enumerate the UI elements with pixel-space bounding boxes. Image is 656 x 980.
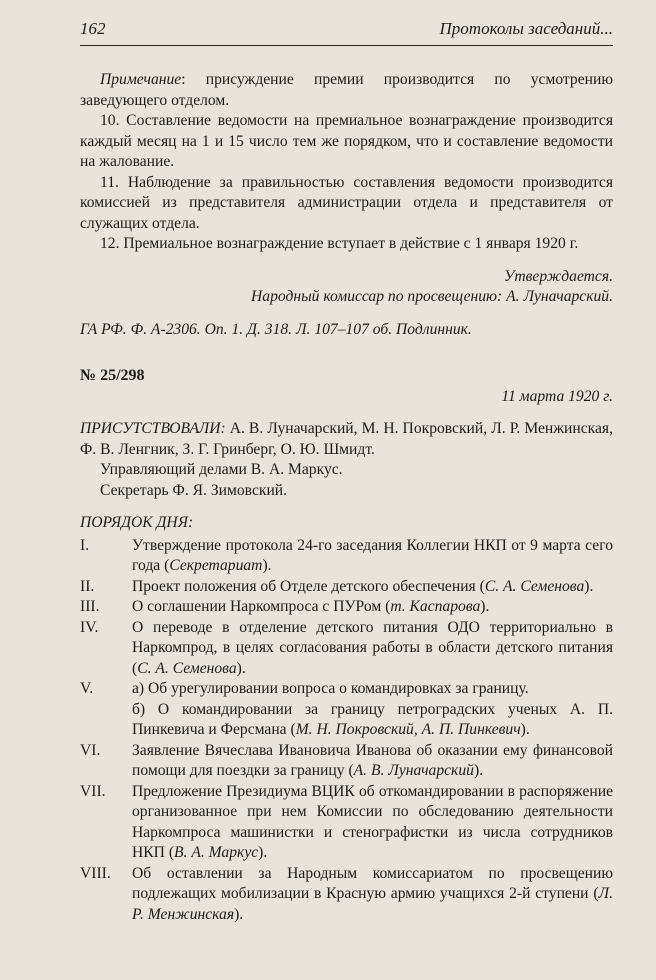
agenda-item-number: VII.: [80, 782, 106, 800]
secretary-line: Секретарь Ф. Я. Зимовский.: [100, 481, 288, 499]
manager-line: Управляющий делами В. А. Маркус.: [100, 461, 343, 478]
note-text: : присуждение премии производится по усмотрению заведующего отделом.: [80, 71, 613, 109]
item-10: 10. Составление ведомости на премиальное вознаграждение производится каждый месяц на 1 и 15 число тем же порядком, что и составление ведомости на жалование.: [80, 112, 613, 170]
item-12: 12. Премиальное вознаграждение вступает в действие с 1 января 1920 г.: [100, 235, 579, 252]
present-list: А. В. Луначарский, М. Н. Покровский, Л. Р. Менжинская, Ф. В. Ленгник, З. Г. Гринберг, О. Ю. Шмидт.: [80, 420, 613, 458]
agenda-item-number: V.: [80, 680, 94, 697]
agenda-item: [80, 741, 613, 782]
agenda-item: [80, 864, 613, 926]
agenda-item-number: III.: [80, 598, 100, 615]
agenda-item: [80, 536, 613, 577]
agenda-item-number: VIII.: [80, 864, 111, 882]
page-number: 162: [80, 19, 106, 38]
protocol-number: № 25/298: [80, 367, 145, 384]
agenda-list: [80, 536, 613, 926]
agenda-item-text: О соглашении Наркомпроса с ПУРом (т. Каспарова).: [132, 598, 490, 615]
present-paragraph: [80, 419, 613, 460]
present-label: ПРИСУТСТВОВАЛИ:: [80, 420, 226, 437]
agenda-item: [80, 577, 613, 598]
agenda-item-number: IV.: [80, 618, 99, 636]
agenda-item-text: Предложение Президиума ВЦИК об откомандировании в распоряжение организованное при нем Комиссии по обследованию деятельности Наркомпроса машинистки и стенографистки из числа сотрудников НКП (В. А. Маркус).: [132, 782, 613, 861]
protocol-date: 11 марта 1920 г.: [501, 387, 613, 405]
agenda-item-number: VI.: [80, 741, 101, 759]
agenda-item-number: I.: [80, 536, 90, 554]
agenda-item: [80, 597, 613, 618]
agenda-item-text: Заявление Вячеслава Ивановича Иванова об оказании ему финансовой помощи для поездки за границу (А. В. Луначарский).: [132, 741, 613, 779]
page-content: [80, 70, 613, 925]
agenda-item: [80, 679, 613, 741]
agenda-item-number: II.: [80, 577, 95, 595]
agenda-item: [80, 618, 613, 680]
agenda-item-text: а) Об урегулировании вопроса о командировках за границу. б) О командировании за границу петроградских ученых А. П. Пинкевича и Ферсмана (М. Н. Покровский, А. П. Пинкевич).: [132, 680, 613, 738]
note-label: Примечание: [100, 71, 182, 88]
agenda-label: ПОРЯДОК ДНЯ:: [80, 514, 194, 531]
agenda-item-text: Об оставлении за Народным комиссариатом по просвещению подлежащих мобилизации в Красную армию учащихся 2-й ступени (Л. Р. Менжинская).: [132, 864, 613, 923]
signature-line: Народный комиссар по просвещению: А. Луначарский.: [251, 288, 613, 305]
agenda-item: [80, 782, 613, 864]
agenda-item-text: Утверждение протокола 24-го заседания Коллегии НКП от 9 марта сего года (Секретариат).: [132, 536, 613, 574]
page-header: [80, 19, 613, 46]
item-11: 11. Наблюдение за правильностью составления ведомости производится комиссией из представителя администрации отдела и представителя от служащих отдела.: [80, 173, 613, 232]
agenda-item-text: О переводе в отделение детского питания ОДО территориально в Наркомпрод, в целях согласования работы в области детского питания (С. А. Семенова).: [132, 618, 613, 677]
running-title: Протоколы заседаний...: [439, 19, 613, 38]
approved-line: Утверждается.: [503, 267, 613, 285]
archive-reference: ГА РФ. Ф. А-2306. Оп. 1. Д. 318. Л. 107–107 об. Подлинник.: [80, 320, 472, 338]
note-paragraph: [80, 70, 613, 111]
agenda-item-text: Проект положения об Отделе детского обеспечения (С. А. Семенова).: [132, 577, 594, 595]
